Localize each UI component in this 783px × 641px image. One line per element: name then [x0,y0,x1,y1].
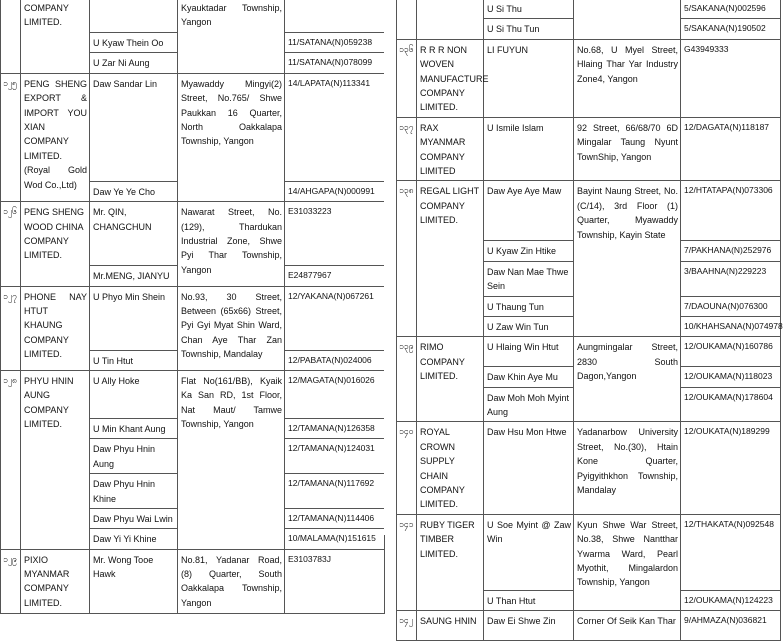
address: Bayint Naung Street, No.(C/14), 3rd Floor (1) Quarter, Myawaddy Township, Kayin State [574,181,681,337]
address: Kyauktadar Township, Yangon [178,0,285,73]
person-name: U Soe Myint @ Zaw Win [484,514,574,590]
company-name: ROYAL CROWN SUPPLY CHAIN COMPANY LIMITED. [417,422,484,514]
registration-number: E24877967 [285,266,385,286]
company-name: RUBY TIGER TIMBER LIMITED. [417,514,484,610]
registration-number: 14/LAPATA(N)113341 [285,73,385,181]
row-number: ၁၂၈ [1,370,21,549]
shareholder-table-right [396,0,781,641]
person-name: Daw Aye Aye Maw [484,181,574,241]
address: Nawarat Street, No. (129), Thardukan Industrial Zone, Shwe Pyi Thar Township, Yangon [178,202,285,286]
registration-number: 12/OUKAMA(N)118023 [681,367,781,387]
company-name: R R R NON WOVEN MANUFACTURE COMPANY LIMITED. [417,39,484,117]
address: 92 Street, 66/68/70 6D Mingalar Taung Nyunt TownShip, Yangon [574,117,681,181]
person-name: Daw Phyu Wai Lwin [90,508,178,528]
table-row [1,73,385,181]
company-name: REGAL LIGHT COMPANY LIMITED. [417,181,484,337]
person-name: Daw Nan Mae Thwe Sein [484,261,574,296]
person-name: U Ally Hoke [90,370,178,418]
person-name: Daw Phyu Hnin Aung [90,439,178,474]
table-row [397,0,781,19]
registration-number: 11/SATANA(N)059238 [285,33,385,53]
registration-number: 14/AHGAPA(N)000991 [285,181,385,201]
person-name: Daw Sandar Lin [90,73,178,181]
person-name: Daw Phyu Hnin Khine [90,474,178,509]
table-row [397,117,781,181]
table-row [1,0,385,33]
registration-number: 12/YAKANA(N)067261 [285,286,385,350]
registration-number: 12/THAKATA(N)092548 [681,514,781,590]
company-name: PENG SHENG WOOD CHINA COMPANY LIMITED. [21,202,90,286]
registration-number: 10/KHAHSANA(N)074978 [681,316,781,336]
row-number: ၁၃၉ [397,337,417,422]
registration-number: 11/SATANA(N)078099 [285,53,385,73]
row-number: ၁၄၁ [397,514,417,610]
address: Myawaddy Mingyi(2) Street, No.765/ Shwe Paukkan 16 Quarter, North Oakkalapa Township, Yangon [178,73,285,201]
registration-number: 12/OUKAMA(N)178604 [681,387,781,422]
company-name: PHYU HNIN AUNG COMPANY LIMITED. [21,370,90,549]
person-name: U Min Khant Aung [90,418,178,438]
company-name: SAUNG HNIN [417,611,484,641]
row-number [397,0,417,39]
person-name: Daw Yi Yi Khine [90,529,178,549]
company-name: RAX MYANMAR COMPANY LIMITED [417,117,484,181]
row-number: ၁၂၇ [1,286,21,370]
person-name: Mr. Wong Tooe Hawk [90,549,178,613]
registration-number [285,0,385,33]
person-name: U Si Thu [484,0,574,19]
person-name: U Kyaw Thein Oo [90,33,178,53]
company-name: PENG SHENG EXPORT & IMPORT YOU XIAN COMPANY LIMITED.(Royal Gold Wod Co.,Ltd) [21,73,90,201]
registration-number: 12/OUKAMA(N)124223 [681,590,781,610]
registration-number: 12/HTATAPA(N)073306 [681,181,781,241]
company-name [417,0,484,39]
registration-number: 5/SAKANA(N)190502 [681,19,781,39]
table-row [397,39,781,117]
table-row [397,181,781,241]
registration-number: E31033223 [285,202,385,266]
row-number: ၁၃၇ [397,117,417,181]
table-row [1,286,385,350]
table-row [397,337,781,367]
registration-number: 9/AHMAZA(N)036821 [681,611,781,641]
row-number: ၁၄၀ [397,422,417,514]
registration-number: 12/MAGATA(N)016026 [285,370,385,418]
person-name: U Tin Htut [90,350,178,370]
person-name [90,0,178,33]
person-name: LI FUYUN [484,39,574,117]
registration-number: 12/OUKAMA(N)160786 [681,337,781,367]
row-number [1,0,21,73]
address: Yadanarbow University Street, No.(30), Htain Kone Quarter, Pyigyithkhon Township, Mandalay [574,422,681,514]
person-name: Daw Hsu Mon Htwe [484,422,574,514]
person-name: Mr.MENG, JIANYU [90,266,178,286]
registration-number: 12/TAMANA(N)124031 [285,439,385,474]
company-name: RIMO COMPANY LIMITED. [417,337,484,422]
registration-number: 12/TAMANA(N)114406 [285,508,385,528]
person-name: U Si Thu Tun [484,19,574,39]
company-name: COMPANY LIMITED. [21,0,90,73]
person-name: U Thaung Tun [484,296,574,316]
registration-number: E3103783J [285,549,385,613]
company-name: PHONE NAY HTUT KHAUNG COMPANY LIMITED. [21,286,90,370]
person-name: U Than Htut [484,590,574,610]
row-number: ၁၃၆ [397,39,417,117]
table-row [397,422,781,514]
registration-number: 10/MALAMA(N)151615 [285,529,385,549]
row-number: ၁၂၉ [1,549,21,613]
person-name: Daw Khin Aye Mu [484,367,574,387]
person-name: U Zar Ni Aung [90,53,178,73]
table-row [1,370,385,418]
person-name: Mr. QIN, CHANGCHUN [90,202,178,266]
registration-number: 12/OUKATA(N)189299 [681,422,781,514]
person-name: U Phyo Min Shein [90,286,178,350]
address [574,0,681,39]
table-row [1,549,385,613]
registration-number: 12/TAMANA(N)117692 [285,474,385,509]
row-number: ၁၂၆ [1,202,21,286]
row-number: ၁၃၈ [397,181,417,337]
person-name: U Hlaing Win Htut [484,337,574,367]
company-name: PIXIO MYANMAR COMPANY LIMITED. [21,549,90,613]
address: Aungmingalar Street, 2830 South Dagon,Yangon [574,337,681,422]
right-column [396,0,783,627]
address: Kyun Shwe War Street, No.38, Shwe Nantthar Ywarma Ward, Pearl Myothit, Mingalardon Township, Yangon [574,514,681,610]
address: No.81, Yadanar Road, (8) Quarter, South Oakkalapa Township, Yangon [178,549,285,613]
table-row [1,202,385,266]
person-name: U Ismile Islam [484,117,574,181]
registration-number: 5/SAKANA(N)002596 [681,0,781,19]
shareholder-table-left [0,0,385,614]
address: Corner Of Seik Kan Thar [574,611,681,641]
registration-number: 12/TAMANA(N)126358 [285,418,385,438]
person-name: U Kyaw Zin Htike [484,241,574,261]
left-column [0,0,384,608]
table-row [397,611,781,641]
page-gutter [384,0,396,535]
person-name: U Zaw Win Tun [484,316,574,336]
address: No.93, 30 Street, Between (65x66) Street, Pyi Gyi Myat Shin Ward, Chan Aye Thar Zan Township, Mandalay [178,286,285,370]
table-row [397,514,781,590]
person-name: Daw Ye Ye Cho [90,181,178,201]
registration-number: 12/PABATA(N)024006 [285,350,385,370]
registration-number: 12/DAGATA(N)118187 [681,117,781,181]
row-number: ၁၂၅ [1,73,21,201]
address: No.68, U Myel Street, Hlaing Thar Yar Industry Zone4, Yangon [574,39,681,117]
person-name: Daw Moh Moh Myint Aung [484,387,574,422]
registration-number: 7/DAOUNA(N)076300 [681,296,781,316]
row-number: ၁၄၂ [397,611,417,641]
registration-number: 7/PAKHANA(N)252976 [681,241,781,261]
registration-number: 3/BAAHNA(N)229223 [681,261,781,296]
registration-number: G43949333 [681,39,781,117]
address: Flat No(161/BB), Kyaik Ka San RD, 1st Floor, Nat Maut/ Tamwe Township, Yangon [178,370,285,549]
person-name: Daw Ei Shwe Zin [484,611,574,641]
